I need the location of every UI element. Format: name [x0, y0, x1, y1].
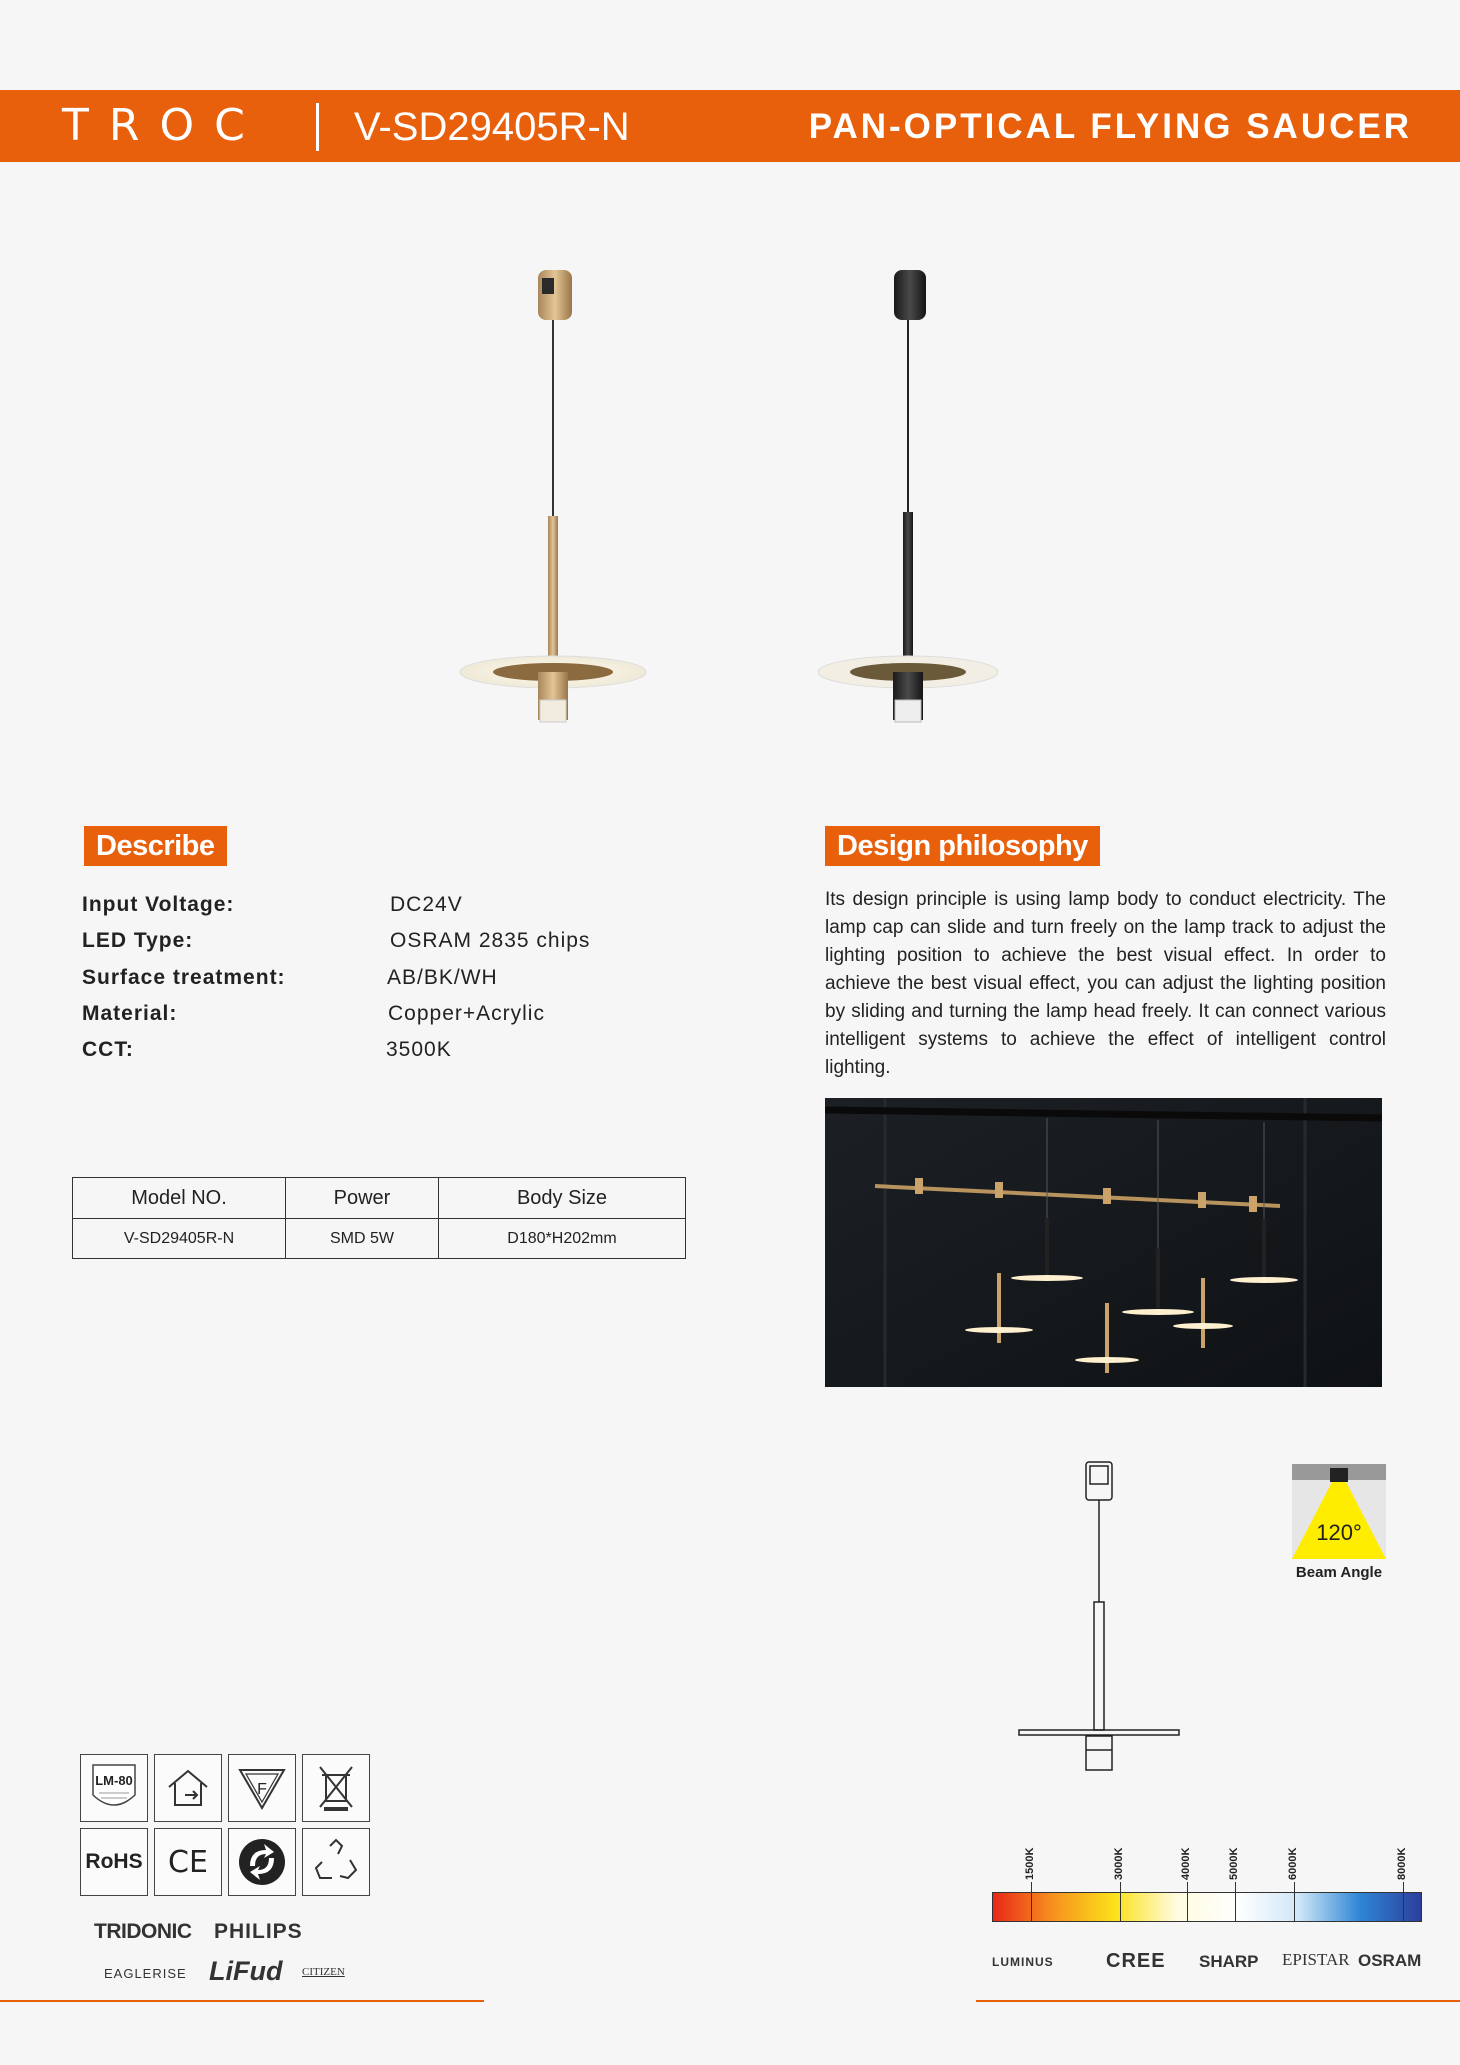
brand-luminus: LUMINUS — [992, 1955, 1054, 1969]
spec-value: DC24V — [390, 893, 463, 916]
cct-label: 6000K — [1287, 1847, 1299, 1880]
cct-tick — [1294, 1882, 1295, 1922]
rohs-text: RoHS — [85, 1850, 143, 1873]
spec-row — [82, 1038, 682, 1074]
recycle-icon — [302, 1828, 370, 1896]
cct-label: 4000K — [1180, 1847, 1192, 1880]
describe-heading: Describe — [84, 826, 227, 866]
table-header: Model NO. — [73, 1178, 286, 1219]
brand-epistar: EPISTAR — [1282, 1950, 1350, 1969]
beam-angle-label: Beam Angle — [1295, 1564, 1383, 1581]
indoor-home-icon — [154, 1754, 222, 1822]
lm80-icon — [80, 1754, 148, 1822]
brand-lifud: LiFud — [209, 1956, 283, 1986]
installation-photo — [825, 1098, 1382, 1387]
brand-logo: TROC — [62, 100, 265, 151]
cct-label: 3000K — [1113, 1847, 1125, 1880]
spec-row — [82, 893, 682, 929]
cct-tick — [1120, 1882, 1121, 1922]
design-heading: Design philosophy — [825, 826, 1100, 866]
cct-tick — [1403, 1882, 1404, 1922]
product-image-brass — [440, 262, 670, 732]
table-cell: V-SD29405R-N — [73, 1219, 286, 1259]
spec-value: AB/BK/WH — [387, 966, 498, 989]
product-title: PAN-OPTICAL FLYING SAUCER — [808, 107, 1412, 146]
cct-tick — [1235, 1882, 1236, 1922]
spec-label: CCT: — [82, 1038, 134, 1061]
spec-row — [82, 966, 682, 1002]
brand-sharp: SHARP — [1199, 1952, 1259, 1971]
cct-tick — [1031, 1882, 1032, 1922]
table-header-row — [73, 1178, 686, 1219]
f-mark-text: F — [257, 1781, 267, 1798]
cct-color-bar — [992, 1892, 1422, 1922]
brand-philips: PHILIPS — [214, 1920, 303, 1943]
weee-bin-icon — [302, 1754, 370, 1822]
table-header: Body Size — [439, 1178, 686, 1219]
cct-label: 1500K — [1024, 1847, 1036, 1880]
footer-rule-right — [976, 2000, 1460, 2002]
spec-value: Copper+Acrylic — [388, 1002, 545, 1025]
header-divider — [316, 103, 319, 151]
green-dot-icon — [228, 1828, 296, 1896]
brand-tridonic: TRIDONIC — [94, 1920, 192, 1943]
f-mark-icon — [228, 1754, 296, 1822]
beam-angle-value: 120° — [1316, 1520, 1362, 1545]
spec-row — [82, 1002, 682, 1038]
spec-label: Material: — [82, 1002, 178, 1025]
lm80-text: LM-80 — [95, 1773, 133, 1788]
model-table — [72, 1177, 686, 1259]
cct-label: 5000K — [1228, 1847, 1240, 1880]
brand-eaglerise: EAGLERISE — [104, 1966, 187, 1981]
table-cell: SMD 5W — [286, 1219, 439, 1259]
dimension-drawing — [1010, 1458, 1190, 1778]
spec-value: OSRAM 2835 chips — [390, 929, 591, 952]
model-number: V-SD29405R-N — [354, 105, 630, 149]
cct-tick — [1187, 1882, 1188, 1922]
brand-osram: OSRAM — [1358, 1951, 1422, 1970]
ce-icon — [154, 1828, 222, 1896]
table-cell: D180*H202mm — [439, 1219, 686, 1259]
spec-label: LED Type: — [82, 929, 194, 952]
brand-citizen: CITIZEN — [302, 1966, 345, 1978]
design-description: Its design principle is using lamp body to conduct electricity. The lamp cap can slide and turn freely on the lamp track to adjust the lighting position to achieve the best visual effect. In order to achieve the best visual effect, you can adjust the lighting position by sliding and turning the lamp head freely. It can connect various intelligent systems to achieve the effect of intelligent control lighting. — [825, 889, 1386, 1078]
brand-cree: CREE — [1106, 1950, 1166, 1972]
rohs-icon — [80, 1828, 148, 1896]
cct-label: 8000K — [1396, 1847, 1408, 1880]
table-header: Power — [286, 1178, 439, 1219]
spec-label: Input Voltage: — [82, 893, 235, 916]
footer-rule-left — [0, 2000, 484, 2002]
spec-value: 3500K — [386, 1038, 452, 1061]
ce-text: CE — [168, 1844, 208, 1880]
product-image-black — [796, 262, 1026, 732]
table-row — [73, 1219, 686, 1259]
spec-row — [82, 929, 682, 965]
spec-label: Surface treatment: — [82, 966, 286, 989]
